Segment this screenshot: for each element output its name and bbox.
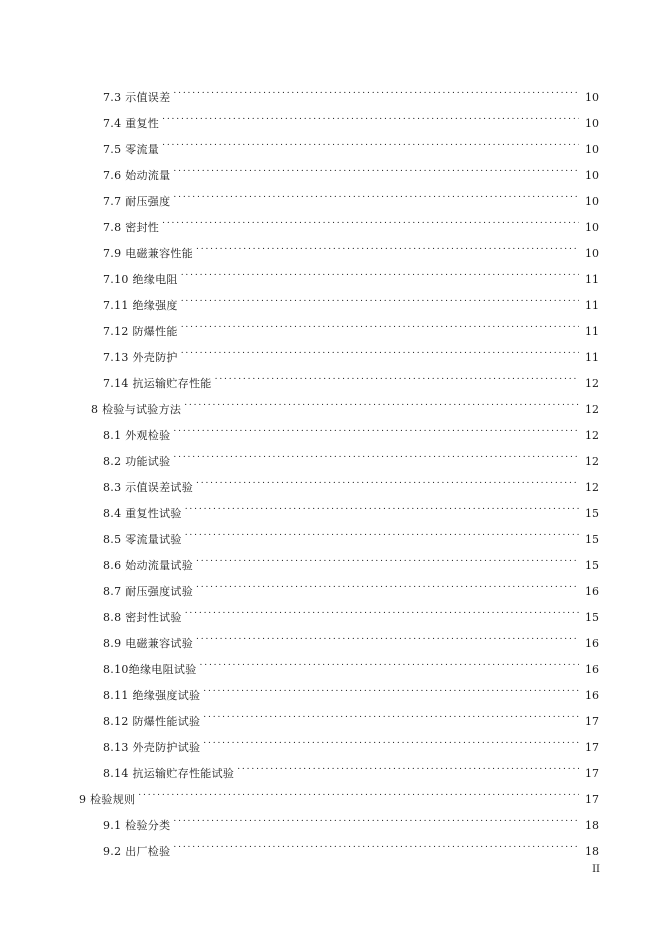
toc-entry-label: 7.8 密封性	[103, 221, 160, 234]
toc-entry-label: 8.11 绝缘强度试验	[103, 689, 201, 702]
toc-entry[interactable]	[103, 679, 599, 702]
toc-entry[interactable]	[103, 289, 599, 312]
toc-entry-page-number: 10	[585, 221, 599, 234]
toc-entry-page-number: 16	[585, 663, 599, 676]
toc-dot-leader	[173, 419, 579, 439]
toc-dot-leader	[203, 679, 579, 699]
toc-dot-leader	[162, 211, 579, 231]
toc-entry-label: 8.2 功能试验	[103, 455, 171, 468]
toc-dot-leader	[196, 575, 579, 595]
toc-entry-label: 8.9 电磁兼容试验	[103, 637, 193, 650]
toc-entry-page-number: 10	[585, 91, 599, 104]
toc-entry[interactable]	[103, 835, 599, 858]
toc-entry-page-number: 17	[585, 793, 599, 806]
toc-entry-page-number: 15	[585, 611, 599, 624]
toc-dot-leader	[203, 705, 579, 725]
toc-dot-leader	[185, 601, 579, 621]
toc-dot-leader	[162, 133, 579, 153]
toc-entry-label: 7.3 示值误差	[103, 91, 171, 104]
toc-entry[interactable]	[103, 185, 599, 208]
toc-entry-label: 7.13 外壳防护	[103, 351, 178, 364]
toc-dot-leader	[200, 653, 580, 673]
toc-entry-label: 8 检验与试验方法	[91, 403, 182, 416]
toc-dot-leader	[185, 523, 579, 543]
toc-dot-leader	[173, 809, 579, 829]
toc-entry[interactable]	[103, 419, 599, 442]
toc-entry-page-number: 10	[585, 169, 599, 182]
toc-entry[interactable]	[103, 367, 599, 390]
toc-entry-label: 8.7 耐压强度试验	[103, 585, 193, 598]
toc-entry-page-number: 10	[585, 247, 599, 260]
toc-entry-page-number: 18	[585, 819, 599, 832]
toc-entry[interactable]	[103, 731, 599, 754]
toc-dot-leader	[185, 497, 579, 517]
toc-dot-leader	[173, 81, 579, 101]
toc-entry[interactable]	[103, 549, 599, 572]
toc-entry[interactable]	[103, 341, 599, 364]
toc-entry-label: 8.1 外观检验	[103, 429, 171, 442]
toc-entry-label: 9.2 出厂检验	[103, 845, 171, 858]
toc-entry-page-number: 10	[585, 143, 599, 156]
toc-entry-page-number: 12	[585, 429, 599, 442]
toc-entry-page-number: 12	[585, 455, 599, 468]
toc-dot-leader	[237, 757, 579, 777]
toc-entry[interactable]	[103, 159, 599, 182]
toc-dot-leader	[184, 393, 579, 413]
toc-entry-page-number: 11	[585, 351, 599, 364]
toc-entry-page-number: 16	[585, 689, 599, 702]
toc-entry-label: 7.9 电磁兼容性能	[103, 247, 193, 260]
toc-dot-leader	[196, 471, 579, 491]
toc-entry[interactable]	[103, 757, 599, 780]
toc-entry[interactable]	[79, 783, 599, 806]
toc-dot-leader	[181, 315, 579, 335]
toc-entry-label: 7.5 零流量	[103, 143, 160, 156]
toc-entry-page-number: 12	[585, 377, 599, 390]
toc-entry[interactable]	[103, 523, 599, 546]
toc-entry[interactable]	[103, 497, 599, 520]
toc-dot-leader	[196, 627, 579, 647]
toc-dot-leader	[173, 835, 579, 855]
toc-entry-page-number: 11	[585, 325, 599, 338]
toc-entry[interactable]	[103, 315, 599, 338]
toc-entry-label: 8.13 外壳防护试验	[103, 741, 201, 754]
toc-entry-label: 8.12 防爆性能试验	[103, 715, 201, 728]
toc-entry-label: 7.14 抗运输贮存性能	[103, 377, 212, 390]
toc-entry[interactable]	[103, 809, 599, 832]
toc-entry-label: 8.3 示值误差试验	[103, 481, 193, 494]
toc-entry[interactable]	[103, 471, 599, 494]
toc-entry[interactable]	[103, 627, 599, 650]
toc-entry[interactable]	[103, 133, 599, 156]
toc-entry-page-number: 15	[585, 507, 599, 520]
toc-entry-label: 7.6 始动流量	[103, 169, 171, 182]
toc-dot-leader	[196, 237, 579, 257]
toc-entry[interactable]	[103, 653, 599, 676]
toc-entry-page-number: 15	[585, 559, 599, 572]
toc-entry-page-number: 16	[585, 585, 599, 598]
toc-dot-leader	[162, 107, 579, 127]
toc-entry-page-number: 12	[585, 481, 599, 494]
toc-dot-leader	[181, 341, 579, 361]
toc-entry[interactable]	[103, 107, 599, 130]
toc-entry-page-number: 15	[585, 533, 599, 546]
toc-entry[interactable]	[103, 263, 599, 286]
page-number: II	[592, 864, 600, 875]
toc-entry-page-number: 17	[585, 741, 599, 754]
toc-entry-label: 7.4 重复性	[103, 117, 160, 130]
toc-dot-leader	[196, 549, 579, 569]
toc-entry-page-number: 17	[585, 715, 599, 728]
toc-entry-page-number: 10	[585, 195, 599, 208]
toc-entry-page-number: 11	[585, 299, 599, 312]
toc-entry[interactable]	[103, 211, 599, 234]
toc-dot-leader	[138, 783, 579, 803]
toc-entry-page-number: 17	[585, 767, 599, 780]
toc-entry-label: 8.8 密封性试验	[103, 611, 182, 624]
toc-entry-page-number: 16	[585, 637, 599, 650]
toc-entry-label: 8.4 重复性试验	[103, 507, 182, 520]
toc-entry[interactable]	[91, 393, 599, 416]
toc-entry[interactable]	[103, 445, 599, 468]
toc-dot-leader	[173, 159, 579, 179]
toc-entry-label: 8.14 抗运输贮存性能试验	[103, 767, 235, 780]
toc-entry[interactable]	[103, 237, 599, 260]
toc-entry-page-number: 12	[585, 403, 599, 416]
toc-dot-leader	[181, 289, 579, 309]
toc-dot-leader	[203, 731, 579, 751]
toc-entry-label: 7.10 绝缘电阻	[103, 273, 178, 286]
toc-entry-page-number: 10	[585, 117, 599, 130]
toc-entry-label: 8.10绝缘电阻试验	[103, 663, 197, 676]
toc-entry-label: 8.6 始动流量试验	[103, 559, 193, 572]
toc-entry[interactable]	[103, 601, 599, 624]
toc-entry-label: 7.11 绝缘强度	[103, 299, 178, 312]
toc-entry[interactable]	[103, 575, 599, 598]
toc-dot-leader	[181, 263, 579, 283]
toc-entry[interactable]	[103, 81, 599, 104]
toc-entry-label: 7.12 防爆性能	[103, 325, 178, 338]
toc-dot-leader	[173, 445, 579, 465]
toc-entry-page-number: 11	[585, 273, 599, 286]
toc-entry-label: 9.1 检验分类	[103, 819, 171, 832]
toc-dot-leader	[173, 185, 579, 205]
toc-entry-page-number: 18	[585, 845, 599, 858]
toc-entry[interactable]	[103, 705, 599, 728]
toc-dot-leader	[215, 367, 579, 387]
toc-entry-label: 7.7 耐压强度	[103, 195, 171, 208]
toc-entry-label: 9 检验规则	[79, 793, 136, 806]
toc-entry-label: 8.5 零流量试验	[103, 533, 182, 546]
